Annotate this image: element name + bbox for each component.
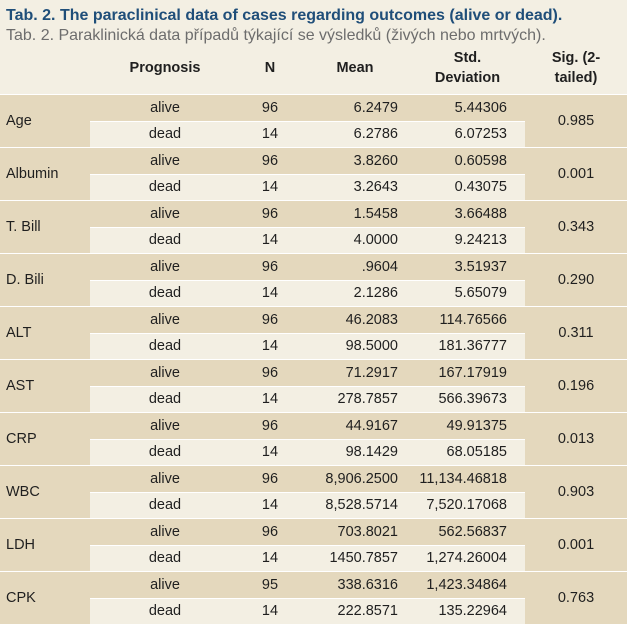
table-caption [0,0,627,42]
header-std-deviation-text: Std. Deviation [428,48,508,88]
sig-cell: 0.311 [525,307,627,360]
table-row [0,413,627,440]
std-deviation-cell: 114.76566 [410,307,525,334]
prognosis-cell: alive [90,201,240,228]
mean-cell: 6.2786 [300,121,410,148]
std-deviation-cell: 562.56837 [410,519,525,546]
header-prognosis: Prognosis [90,42,240,95]
prognosis-cell: alive [90,95,240,122]
prognosis-cell: dead [90,545,240,572]
prognosis-cell: alive [90,360,240,387]
variable-cell: CRP [0,413,90,466]
sig-cell: 0.196 [525,360,627,413]
std-deviation-cell: 5.65079 [410,280,525,307]
prognosis-cell: dead [90,280,240,307]
prognosis-cell: alive [90,572,240,599]
sig-cell: 0.763 [525,572,627,624]
n-cell: 14 [240,439,300,466]
header-row [0,42,627,95]
table-row [0,254,627,281]
mean-cell: 3.8260 [300,148,410,175]
mean-cell: 338.6316 [300,572,410,599]
mean-cell: 8,528.5714 [300,492,410,519]
prognosis-cell: dead [90,439,240,466]
table-row [0,95,627,122]
n-cell: 96 [240,519,300,546]
header-std-deviation [410,42,525,95]
n-cell: 96 [240,360,300,387]
std-deviation-cell: 68.05185 [410,439,525,466]
table-row [0,201,627,228]
caption-english: Tab. 2. The paraclinical data of cases regarding outcomes (alive or dead). [6,6,627,26]
std-deviation-cell: 9.24213 [410,227,525,254]
n-cell: 96 [240,466,300,493]
sig-cell: 0.903 [525,466,627,519]
n-cell: 96 [240,148,300,175]
mean-cell: 71.2917 [300,360,410,387]
n-cell: 14 [240,174,300,201]
header-sig [525,42,627,95]
variable-cell: Age [0,95,90,148]
sig-cell: 0.013 [525,413,627,466]
table-row [0,519,627,546]
mean-cell: 6.2479 [300,95,410,122]
sig-cell: 0.985 [525,95,627,148]
variable-cell: Albumin [0,148,90,201]
std-deviation-cell: 135.22964 [410,598,525,624]
table-row [0,572,627,599]
header-n: N [240,42,300,95]
std-deviation-cell: 1,274.26004 [410,545,525,572]
table-row [0,466,627,493]
mean-cell: 1.5458 [300,201,410,228]
n-cell: 14 [240,386,300,413]
mean-cell: 8,906.2500 [300,466,410,493]
prognosis-cell: dead [90,386,240,413]
std-deviation-cell: 49.91375 [410,413,525,440]
prognosis-cell: alive [90,254,240,281]
variable-cell: AST [0,360,90,413]
std-deviation-cell: 5.44306 [410,95,525,122]
n-cell: 14 [240,227,300,254]
variable-cell: LDH [0,519,90,572]
n-cell: 14 [240,121,300,148]
std-deviation-cell: 181.36777 [410,333,525,360]
table-row [0,360,627,387]
n-cell: 14 [240,545,300,572]
n-cell: 14 [240,280,300,307]
variable-cell: WBC [0,466,90,519]
prognosis-cell: alive [90,148,240,175]
caption-czech: Tab. 2. Paraklinická data případů týkající se výsledků (živých nebo mrtvých). [6,26,627,46]
prognosis-cell: dead [90,174,240,201]
n-cell: 96 [240,413,300,440]
std-deviation-cell: 0.60598 [410,148,525,175]
mean-cell: 98.1429 [300,439,410,466]
table-body [0,95,627,624]
variable-cell: CPK [0,572,90,624]
std-deviation-cell: 566.39673 [410,386,525,413]
prognosis-cell: alive [90,519,240,546]
header-mean: Mean [300,42,410,95]
prognosis-cell: dead [90,227,240,254]
mean-cell: .9604 [300,254,410,281]
header-sig-text: Sig. (2-tailed) [536,48,616,88]
sig-cell: 0.290 [525,254,627,307]
table-row [0,148,627,175]
mean-cell: 98.5000 [300,333,410,360]
n-cell: 14 [240,492,300,519]
n-cell: 14 [240,598,300,624]
std-deviation-cell: 7,520.17068 [410,492,525,519]
table-row [0,307,627,334]
header-variable [0,42,90,95]
prognosis-cell: dead [90,492,240,519]
mean-cell: 4.0000 [300,227,410,254]
prognosis-cell: alive [90,307,240,334]
prognosis-cell: alive [90,466,240,493]
std-deviation-cell: 0.43075 [410,174,525,201]
std-deviation-cell: 1,423.34864 [410,572,525,599]
sig-cell: 0.001 [525,148,627,201]
n-cell: 96 [240,254,300,281]
mean-cell: 222.8571 [300,598,410,624]
std-deviation-cell: 6.07253 [410,121,525,148]
prognosis-cell: alive [90,413,240,440]
mean-cell: 703.8021 [300,519,410,546]
mean-cell: 44.9167 [300,413,410,440]
prognosis-cell: dead [90,121,240,148]
mean-cell: 278.7857 [300,386,410,413]
sig-cell: 0.001 [525,519,627,572]
n-cell: 96 [240,307,300,334]
prognosis-cell: dead [90,598,240,624]
mean-cell: 3.2643 [300,174,410,201]
prognosis-cell: dead [90,333,240,360]
n-cell: 95 [240,572,300,599]
sig-cell: 0.343 [525,201,627,254]
std-deviation-cell: 3.51937 [410,254,525,281]
n-cell: 96 [240,95,300,122]
mean-cell: 1450.7857 [300,545,410,572]
mean-cell: 46.2083 [300,307,410,334]
std-deviation-cell: 3.66488 [410,201,525,228]
std-deviation-cell: 11,134.46818 [410,466,525,493]
mean-cell: 2.1286 [300,280,410,307]
n-cell: 96 [240,201,300,228]
std-deviation-cell: 167.17919 [410,360,525,387]
n-cell: 14 [240,333,300,360]
variable-cell: T. Bill [0,201,90,254]
paraclinical-data-table [0,42,627,624]
variable-cell: ALT [0,307,90,360]
variable-cell: D. Bili [0,254,90,307]
